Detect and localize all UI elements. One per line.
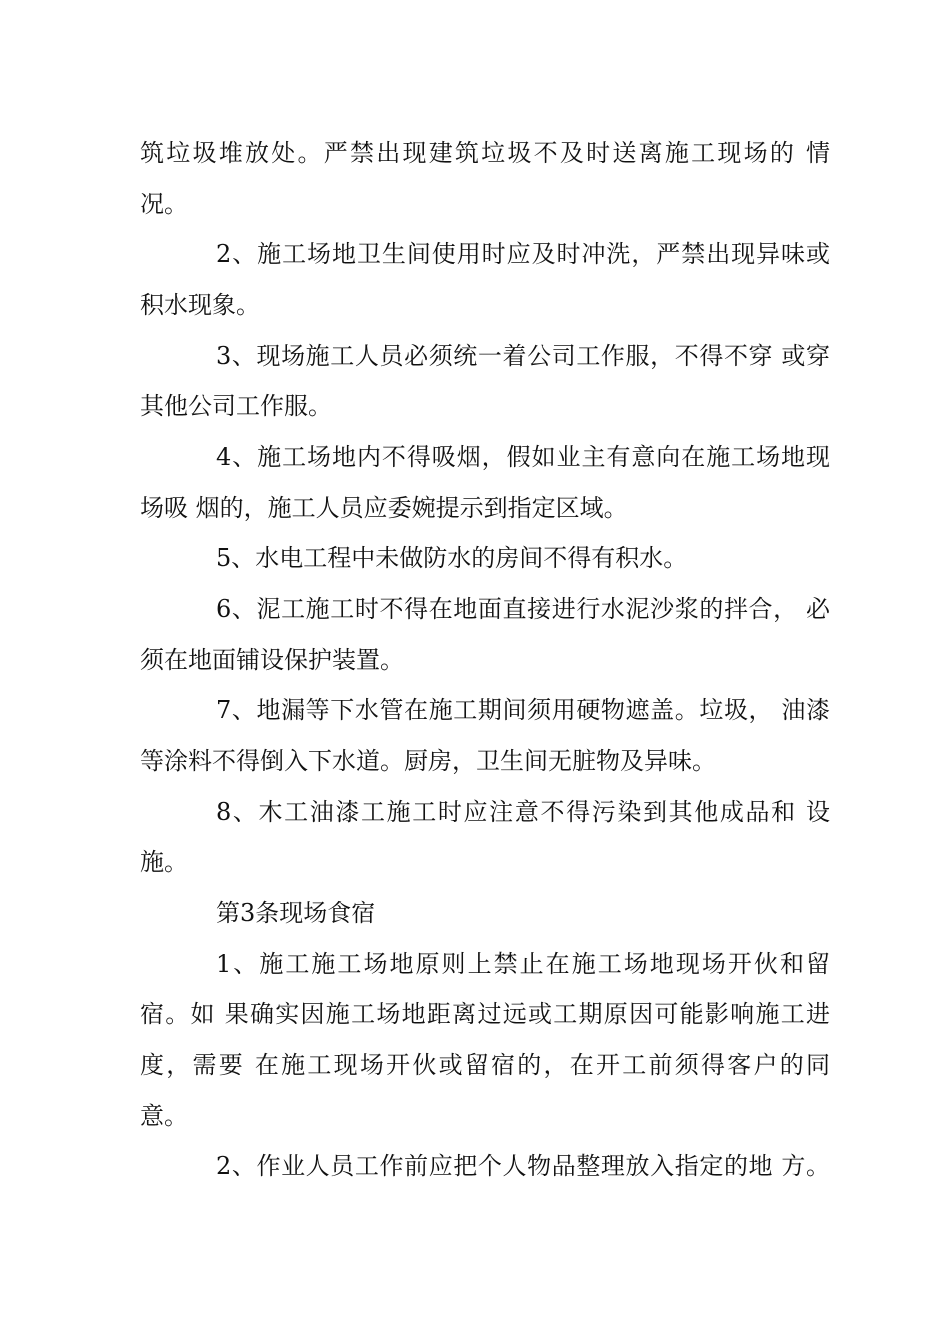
paragraph-line: 筑垃圾堆放处。严禁出现建筑垃圾不及时送离施工现场的 情	[140, 139, 830, 167]
paragraph-line: 积水现象。	[140, 291, 260, 319]
paragraph-line: 4、施工场地内不得吸烟，假如业主有意向在施工场地现	[216, 443, 830, 471]
paragraph-line: 7、地漏等下水管在施工期间须用硬物遮盖。垃圾， 油漆	[216, 696, 830, 724]
paragraph-line: 须在地面铺设保护装置。	[140, 646, 404, 674]
paragraph-line: 施。	[140, 848, 188, 876]
paragraph-line: 其他公司工作服。	[140, 392, 332, 420]
paragraph-line: 3、现场施工人员必须统一着公司工作服，不得不穿 或穿	[216, 342, 830, 370]
paragraph-line: 1、施工施工场地原则上禁止在施工场地现场开伙和留	[216, 950, 830, 978]
paragraph-line: 场吸 烟的，施工人员应委婉提示到指定区域。	[140, 494, 628, 522]
paragraph-line: 等涂料不得倒入下水道。厨房，卫生间无脏物及异味。	[140, 747, 716, 775]
paragraph-line: 况。	[140, 190, 188, 218]
section-heading: 第3条现场食宿	[216, 899, 376, 927]
paragraph-line: 5、水电工程中未做防水的房间不得有积水。	[216, 544, 688, 572]
paragraph-line: 8、木工油漆工施工时应注意不得污染到其他成品和 设	[216, 798, 830, 826]
paragraph-line: 2、作业人员工作前应把个人物品整理放入指定的地 方。	[216, 1152, 830, 1180]
paragraph-line: 6、泥工施工时不得在地面直接进行水泥沙浆的拌合， 必	[216, 595, 830, 623]
paragraph-line: 宿。如 果确实因施工场地距离过远或工期原因可能影响施工进	[140, 1000, 830, 1028]
paragraph-line: 意。	[140, 1102, 188, 1130]
paragraph-line: 2、施工场地卫生间使用时应及时冲洗，严禁出现异味或	[216, 240, 830, 268]
paragraph-line: 度，需要 在施工现场开伙或留宿的，在开工前须得客户的同	[140, 1051, 830, 1079]
